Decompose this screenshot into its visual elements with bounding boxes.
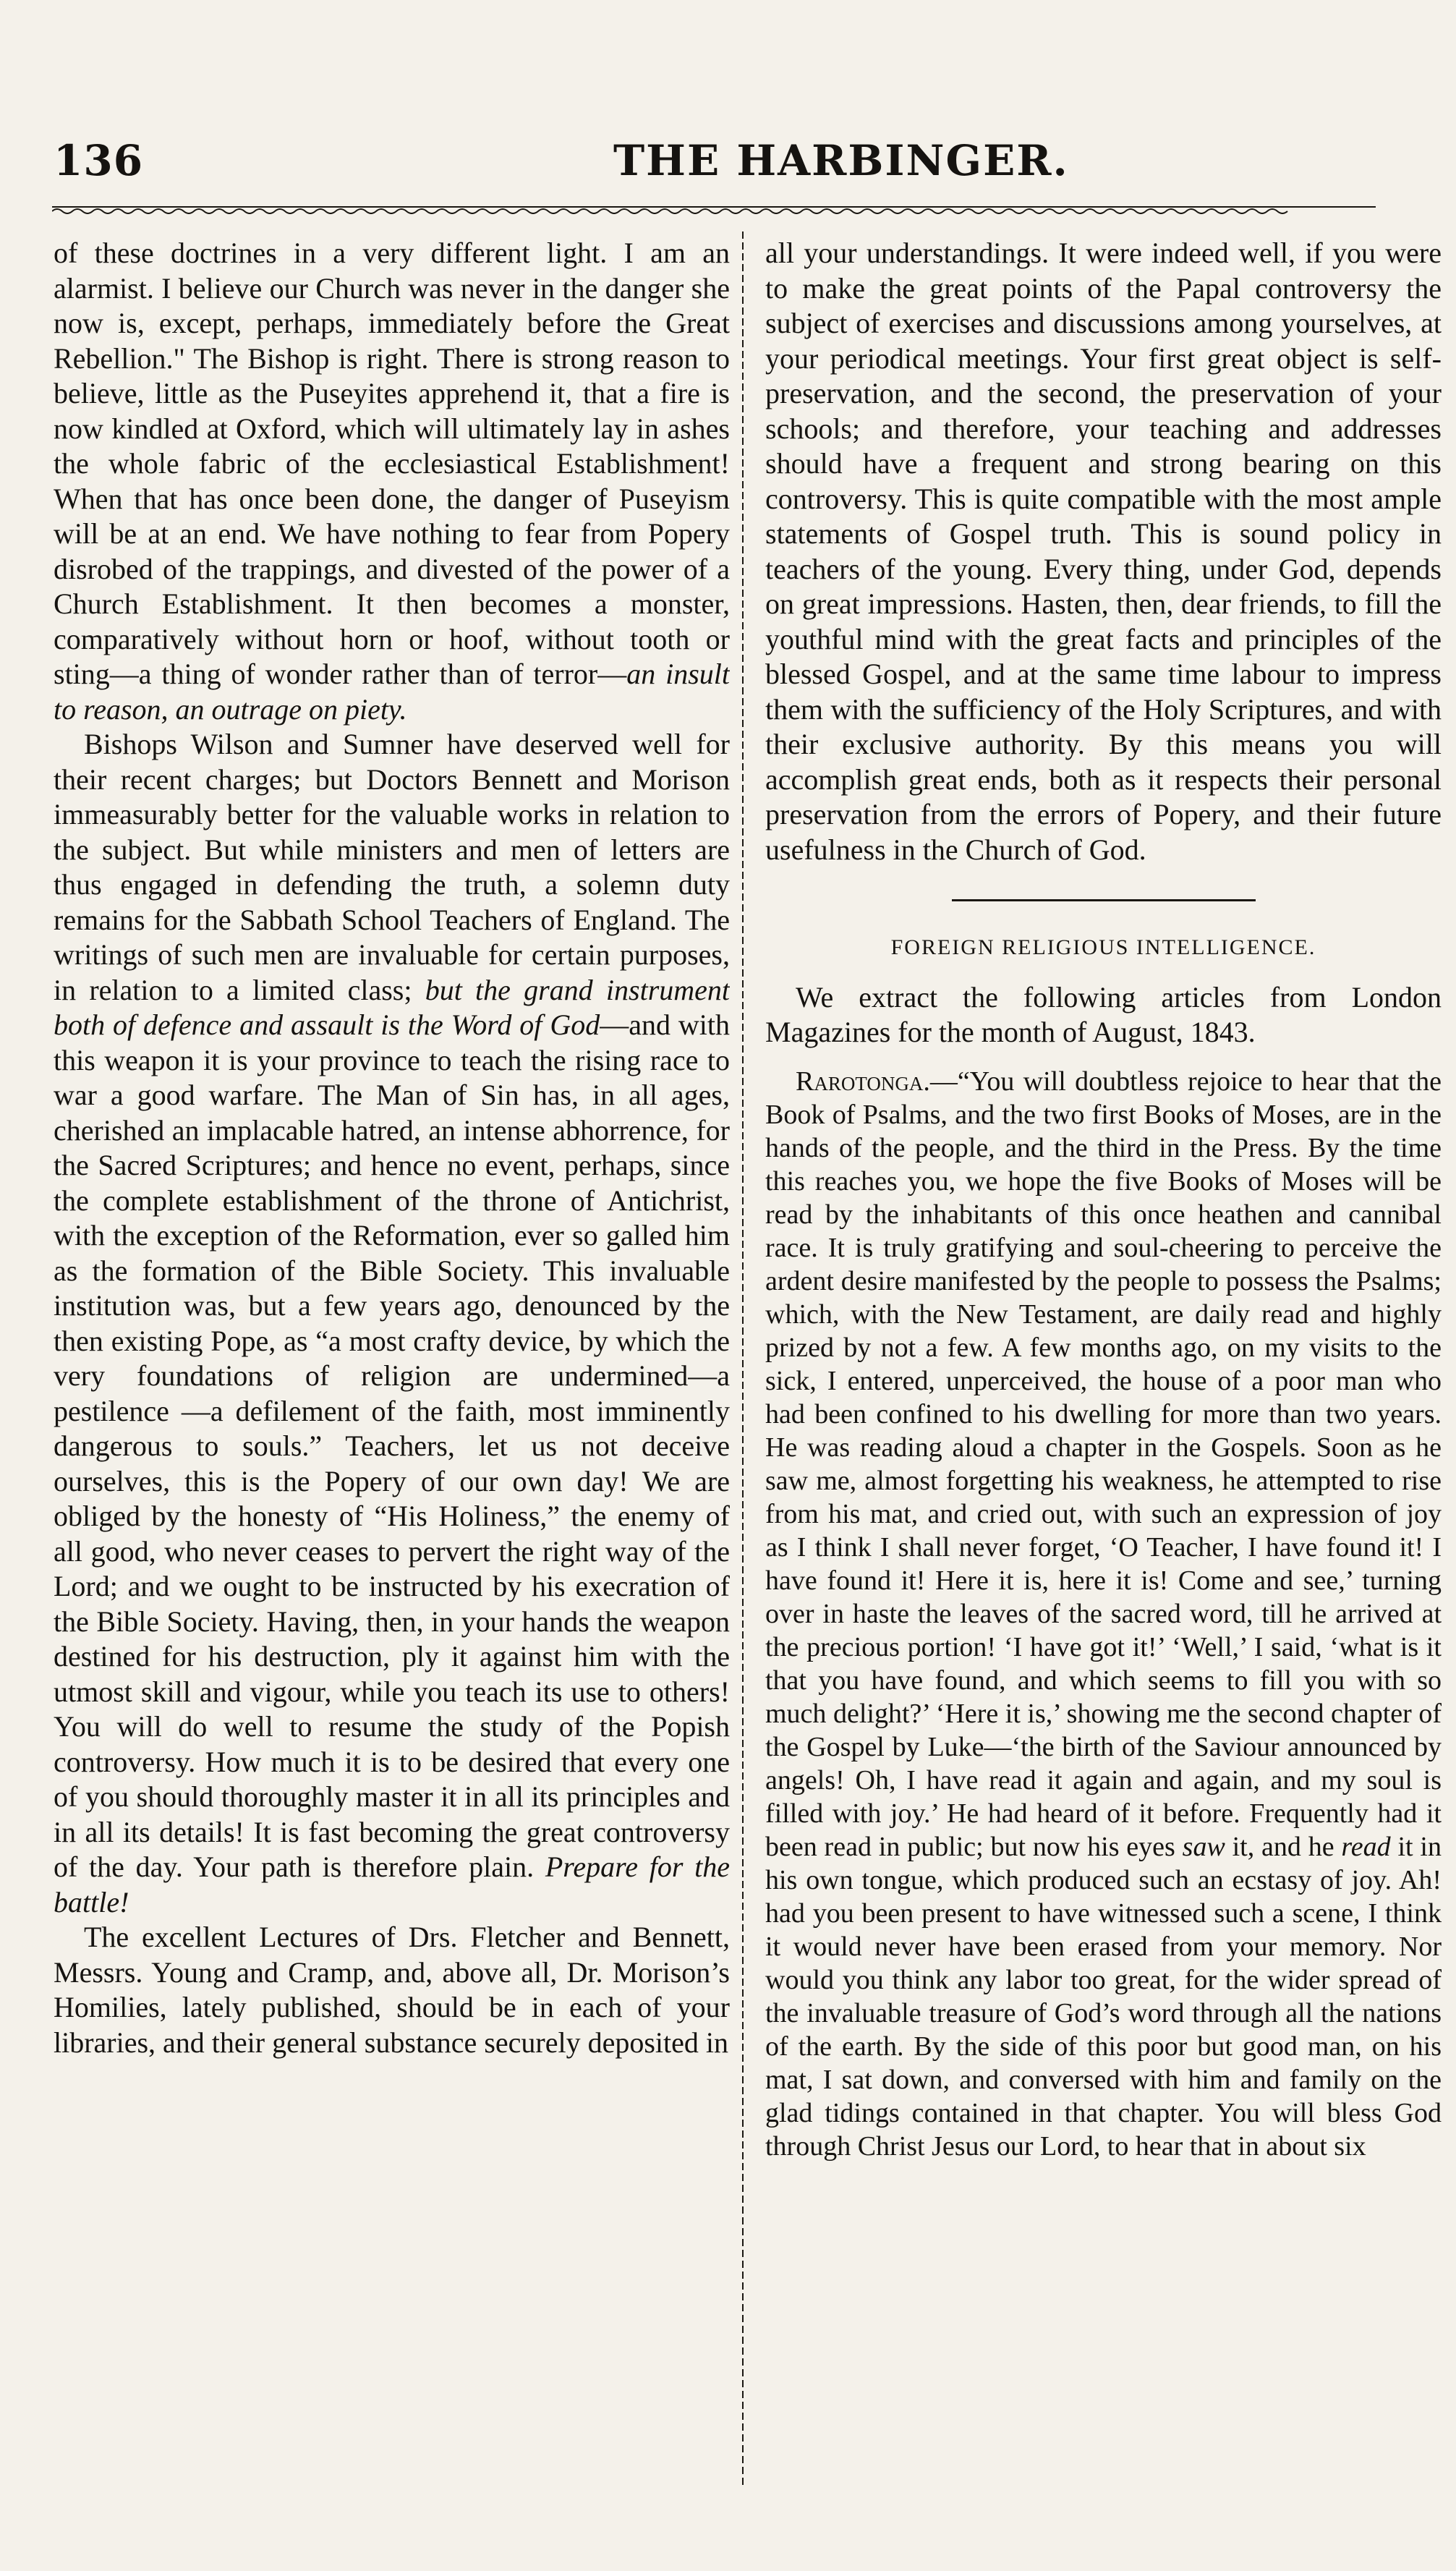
left-column: [54, 236, 730, 2493]
italic-phrase: Prepare for the battle!: [54, 1850, 730, 1918]
intro-paragraph: [765, 980, 1442, 1050]
news-item-lead: Rarotonga.: [796, 1066, 930, 1097]
paragraph-text: Bishops Wilson and Sumner have deserved well for their recent charges; but Doctors Bennett and Morison immeasurably better for the valuable works in relation to the subject. But while ministers and men of letters are thus engaged in defending the truth, a solemn duty remains for the Sabbath School Teachers of England. The writings of such men are invaluable for certain purposes, in relation to a limited class;: [54, 728, 730, 1006]
paragraph-text: it in his own tongue, which produced such an ecstasy of joy. Ah! had you been present to have witnessed such a scene, I think it would never have been erased from your memory. Nor would you think any labor too great, for the wider spread of the invaluable treasure of God’s word through all the nations of the earth. By the side of this poor but good man, on his mat, I sat down, and conversed with him and family on the glad tidings contained in that chapter. You will bless God through Christ Jesus our Lord, to hear that in about six: [765, 1831, 1442, 2162]
article-paragraph: [54, 727, 730, 1920]
italic-word: read: [1341, 1831, 1391, 1862]
section-divider: [952, 899, 1256, 901]
column-divider: [736, 231, 749, 2489]
italic-word: saw: [1182, 1831, 1225, 1862]
news-item-rarotonga: [765, 1065, 1442, 2163]
header-wavy-rule: [52, 204, 1376, 214]
paragraph-text: all your understandings. It were indeed well, if you were to make the great points of the Papal controversy the subject of exercises and discussions among yourselves, at your periodical meetings. Your first great object is self-preservation, and the second, the preservation of your schools; and therefore, your teaching and addresses should have a frequent and strong bearing on this controversy. This is quite compatible with the most ample statements of Gospel truth. This is sound policy in teachers of the young. Every thing, under God, depends on great impressions. Hasten, then, dear friends, to fill the youthful mind with the great facts and principles of the blessed Gospel, and at the same time labour to impress them with the sufficiency of the Holy Scriptures, and with their exclusive authority. By this means you will accomplish great ends, both as it respects their personal preservation from the errors of Popery, and their future usefulness in the Church of God.: [765, 237, 1442, 866]
article-paragraph: [54, 1920, 730, 2060]
paragraph-text: —and with this weapon it is your province to teach the rising race to war a good warfare. The Man of Sin has, in all ages, cherished an implacable hatred, an intense abhorrence, for the Sacred Scriptures; and hence no event, perhaps, since the complete establishment of the throne of Antichrist, with the exception of the Reformation, ever so galled him as the formation of the Bible Society. This invaluable institution was, but a few years ago, denounced by the then existing Pope, as “a most crafty device, by which the very foundations of religion are undermined—a pestilence —a defilement of the faith, most imminently dangerous to souls.” Teachers, let us not deceive ourselves, this is the Popery of our own day! We are obliged by the honesty of “His Holiness,” the enemy of all good, who never ceases to pervert the right way of the Lord; and we ought to be instructed by his execration of the Bible Society. Having, then, in your hands the weapon destined for his destruction, ply it against him with the utmost skill and vigour, while you teach its use to others! You will do well to resume the study of the Popish controversy. How much it is to be desired that every one of you should thoroughly master it in all its principles and in all its details! It is fast becoming the great controversy of the day. Your path is therefore plain.: [54, 1008, 730, 1883]
article-paragraph: [54, 236, 730, 727]
page-header: [51, 136, 1410, 194]
italic-phrase: an insult to reason, an outrage on piety.: [54, 658, 730, 726]
running-title: THE HARBINGER.: [613, 136, 1069, 185]
page-number: 136: [54, 136, 144, 185]
section-heading: FOREIGN RELIGIOUS INTELLIGENCE.: [890, 935, 1316, 959]
article-paragraph: [765, 236, 1442, 867]
right-column: [765, 236, 1442, 2493]
paragraph-text: We extract the following articles from London Magazines for the month of August, 1843.: [765, 980, 1442, 1048]
paragraph-text: of these doctrines in a very different light. I am an alarmist. I believe our Church was never in the danger she now is, except, perhaps, immediately before the Great Rebellion." The Bishop is right. There is strong reason to believe, little as the Puseyites apprehend it, that a fire is now kindled at Oxford, which will ultimately lay in ashes the whole fabric of the ecclesiastical Establishment! When that has once been done, the danger of Puseyism will be at an end. We have nothing to fear from Popery disrobed of the trappings, and divested of the power of a Church Establishment. It then becomes a monster, comparatively without horn or hoof, without tooth or sting—a thing of wonder rather than of terror—: [54, 237, 730, 690]
paragraph-text: The excellent Lectures of Drs. Fletcher and Bennett, Messrs. Young and Cramp, and, above all, Dr. Morison’s Homilies, lately published, should be in each of your libraries, and their general substance securely deposited in: [54, 1921, 730, 2059]
italic-phrase: but the grand instrument both of defence and assault is the Word of God: [54, 973, 730, 1041]
paragraph-text: —“You will doubtless rejoice to hear that the Book of Psalms, and the two first Books of Moses, are in the hands of the people, and the third in the Press. By the time this reaches you, we hope the five Books of Moses will be read by the inhabitants of this once heathen and cannibal race. It is truly gratifying and soul-cheering to perceive the ardent desire manifested by the people to possess the Psalms; which, with the New Testament, are daily read and highly prized by not a few. A few months ago, on my visits to the sick, I entered, unperceived, the house of a poor man who had been confined to his dwelling for more than two years. He was reading aloud a chapter in the Gospels. Soon as he saw me, almost forgetting his weakness, he attempted to rise from his mat, and cried out, with such an expression of joy as I think I shall never forget, ‘O Teacher, I have found it! I have found it! Here it is, here it is! Come and see,’ turning over in haste the leaves of the sacred word, till he arrived at the precious portion! ‘I have got it!’ ‘Well,’ I said, ‘what is it that you have found, and which seems to fill you with so much delight?’ ‘Here it is,’ showing me the second chapter of the Gospel by Luke—‘the birth of the Saviour announced by angels! Oh, I have read it again and again, and my soul is filled with joy.’ He had heard of it before. Frequently had it been read in public; but now his eyes: [765, 1066, 1442, 1862]
paragraph-text: it, and he: [1225, 1831, 1342, 1862]
